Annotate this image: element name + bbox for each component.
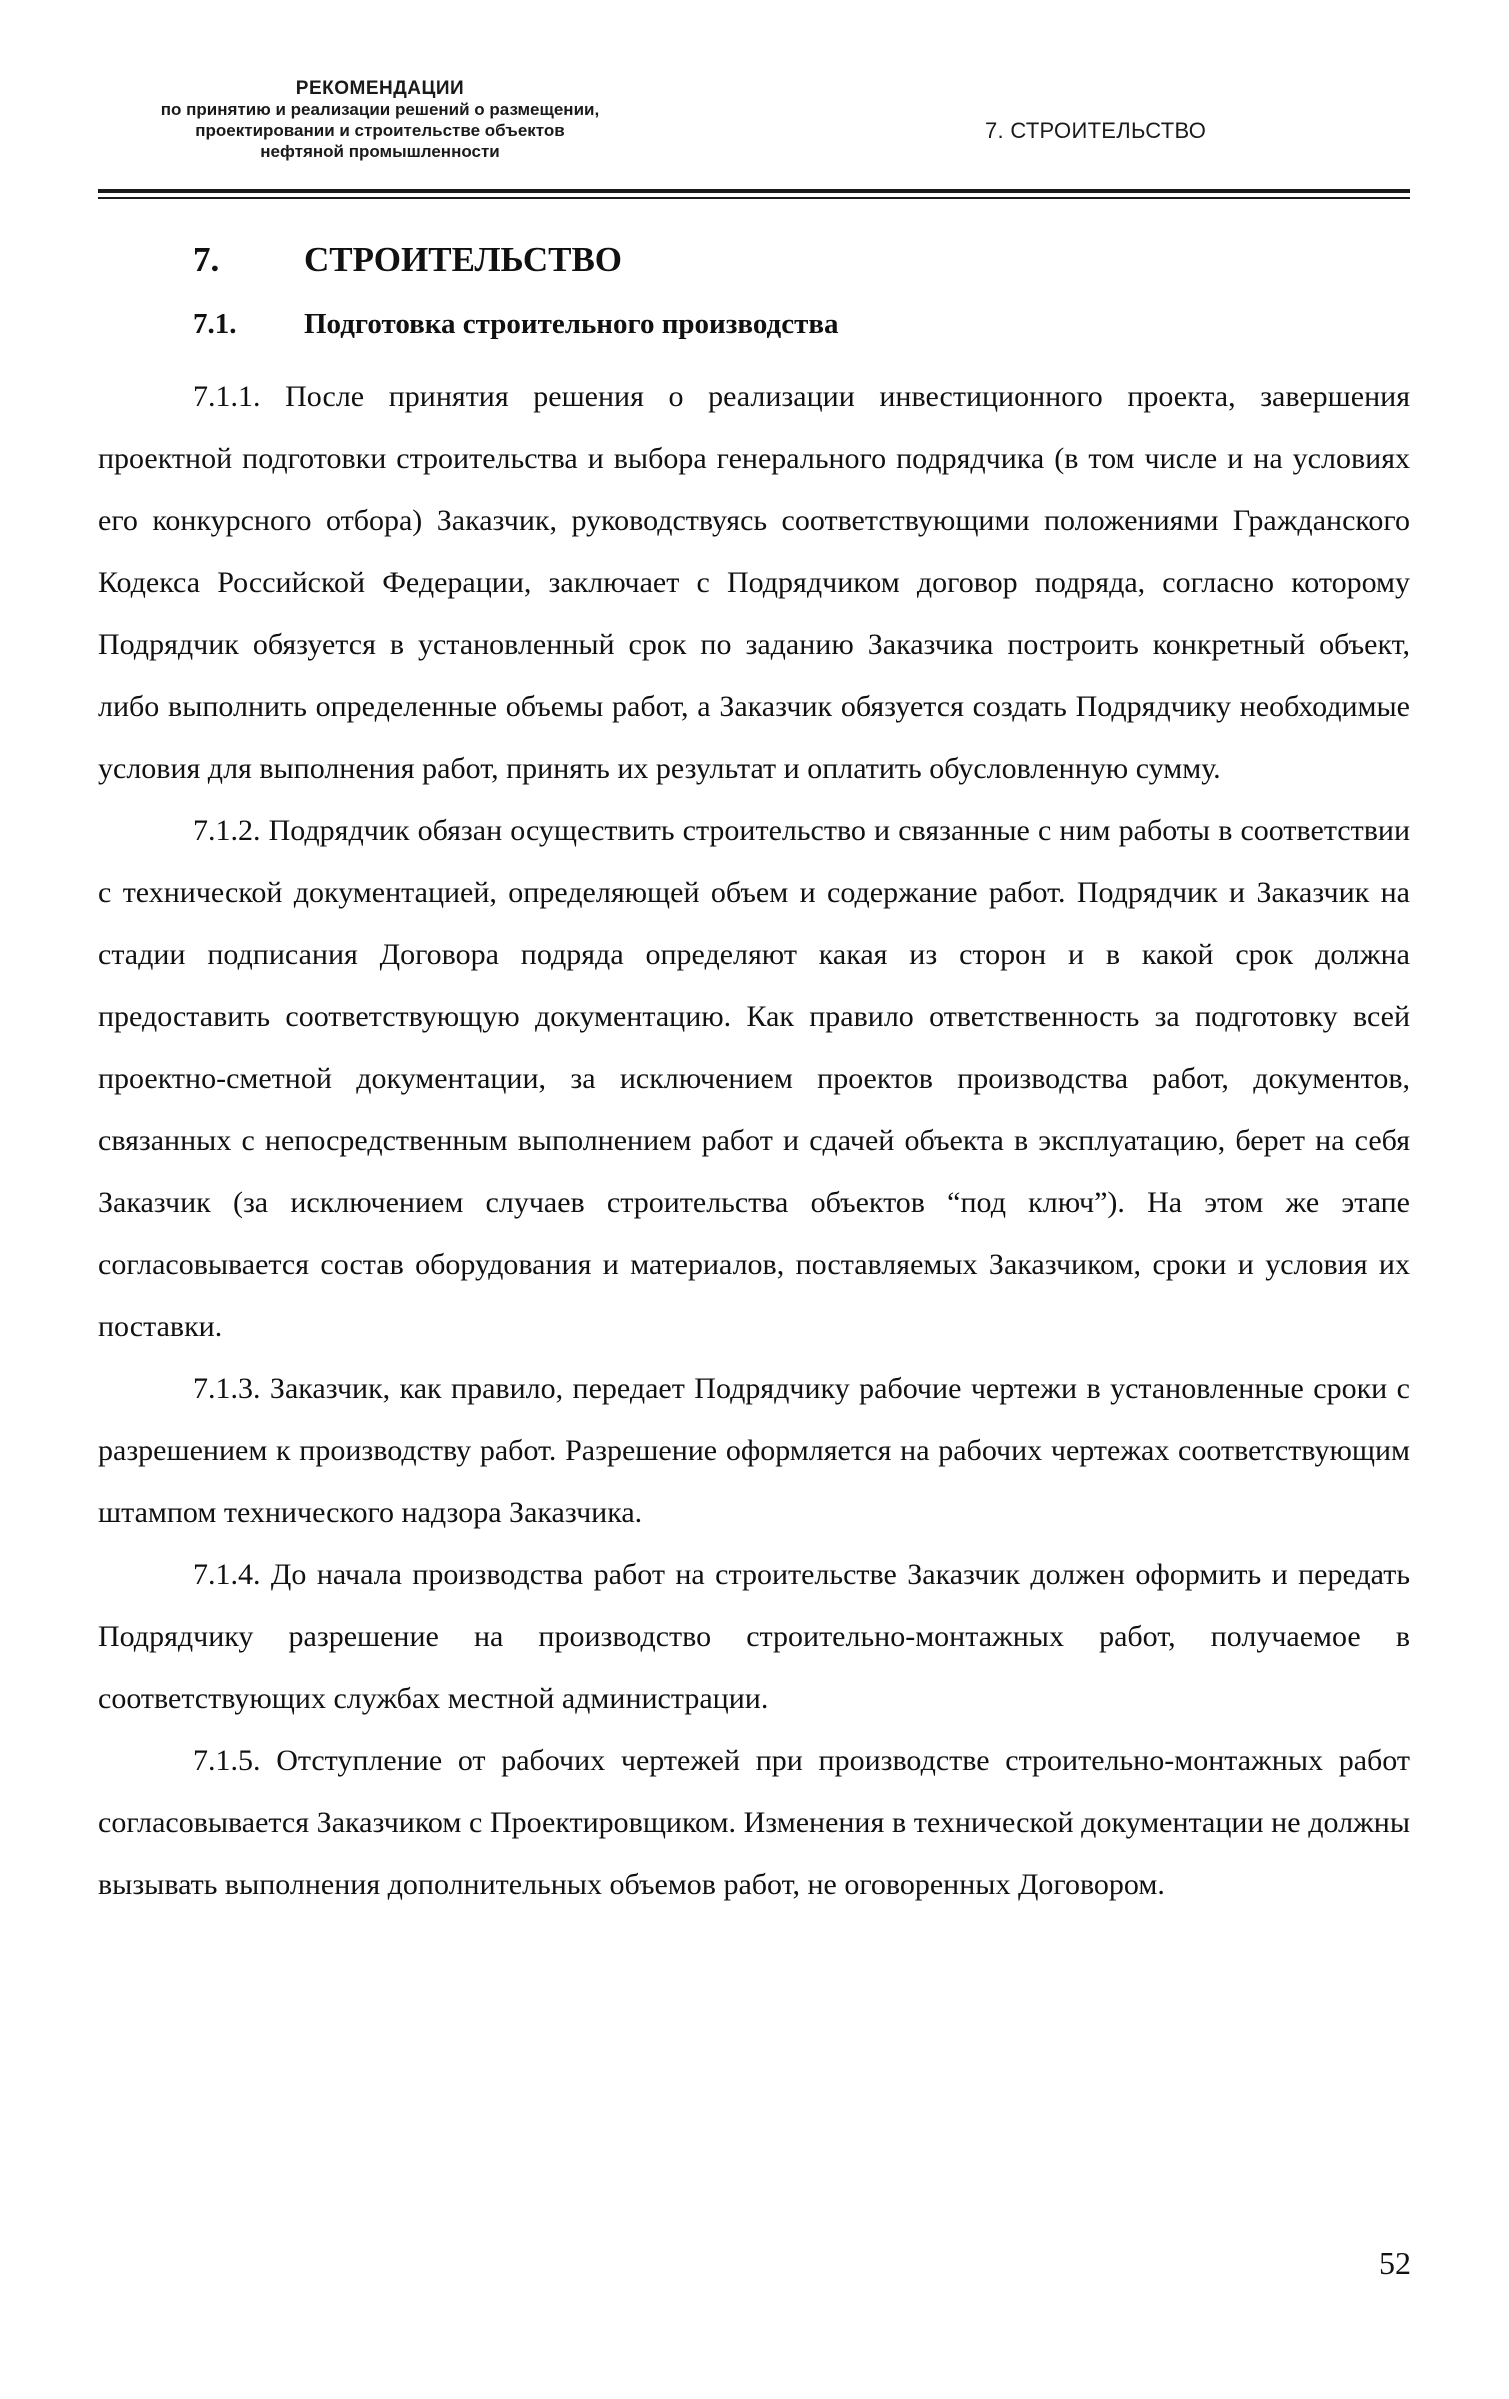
page-number: 52 [1379,2245,1411,2281]
section-title: СТРОИТЕЛЬСТВО [304,240,623,279]
header-subtitle-line-3: нефтяной промышленности [260,142,500,161]
subsection-title: Подготовка строительного производства [304,308,839,340]
header-title: РЕКОМЕНДАЦИИ [295,78,465,99]
section-heading [193,240,622,280]
body-text [98,366,1410,1916]
subsection-number: 7.1. [193,308,237,340]
header-divider-thin [98,197,1410,199]
header-subtitle-line-1: по принятию и реализации решений о размещении, [160,100,600,119]
paragraph-7-1-3: 7.1.3. Заказчик, как правило, передает Подрядчику рабочие чертежи в установленные сроки с разрешением к производству работ. Разрешение оформляется на рабочих чертежах соответствующим штампом технического надзора Заказчика. [98,1372,1410,1529]
running-header-section: 7. СТРОИТЕЛЬСТВО [985,118,1207,143]
paragraph-7-1-5: 7.1.5. Отступление от рабочих чертежей при производстве строительно-монтажных работ согласовывается Заказчиком с Проектировщиком. Изменения в технической документации не должны вызывать выполнения дополнительных объемов работ, не оговоренных Договором. [98,1744,1410,1901]
subsection-heading [193,308,839,341]
section-number: 7. [193,240,220,279]
header-subtitle-line-2: проектировании и строительстве объектов [195,121,565,140]
paragraph-7-1-4: 7.1.4. До начала производства работ на строительстве Заказчик должен оформить и передать Подрядчику разрешение на производство строительно-монтажных работ, получаемое в соответствующих службах местной администрации. [98,1558,1410,1715]
running-header-title-block [120,78,640,162]
paragraph-7-1-1: 7.1.1. После принятия решения о реализации инвестиционного проекта, завершения проектной подготовки строительства и выбора генерального подрядчика (в том числе и на условиях его конкурсного отбора) Заказчик, руководствуясь соответствующими положениями Гражданского Кодекса Российской Федерации, заключает с Подрядчиком договор подряда, согласно которому Подрядчик обязуется в установленный срок по заданию Заказчика построить конкретный объект, либо выполнить определенные объемы работ, а Заказчик обязуется создать Подрядчику необходимые условия для выполнения работ, принять их результат и оплатить обусловленную сумму. [98,380,1410,785]
header-divider-thick [98,189,1410,193]
paragraph-7-1-2: 7.1.2. Подрядчик обязан осуществить строительство и связанные с ним работы в соответствии с технической документацией, определяющей объем и содержание работ. Подрядчик и Заказчик на стадии подписания Договора подряда определяют какая из сторон и в какой срок должна предоставить соответствующую документацию. Как правило ответственность за подготовку всей проектно-сметной документации, за исключением проектов производства работ, документов, связанных с непосредственным выполнением работ и сдачей объекта в эксплуатацию, берет на себя Заказчик (за исключением случаев строительства объектов “под ключ”). На этом же этапе согласовывается состав оборудования и материалов, поставляемых Заказчиком, сроки и условия их поставки. [98,814,1410,1343]
